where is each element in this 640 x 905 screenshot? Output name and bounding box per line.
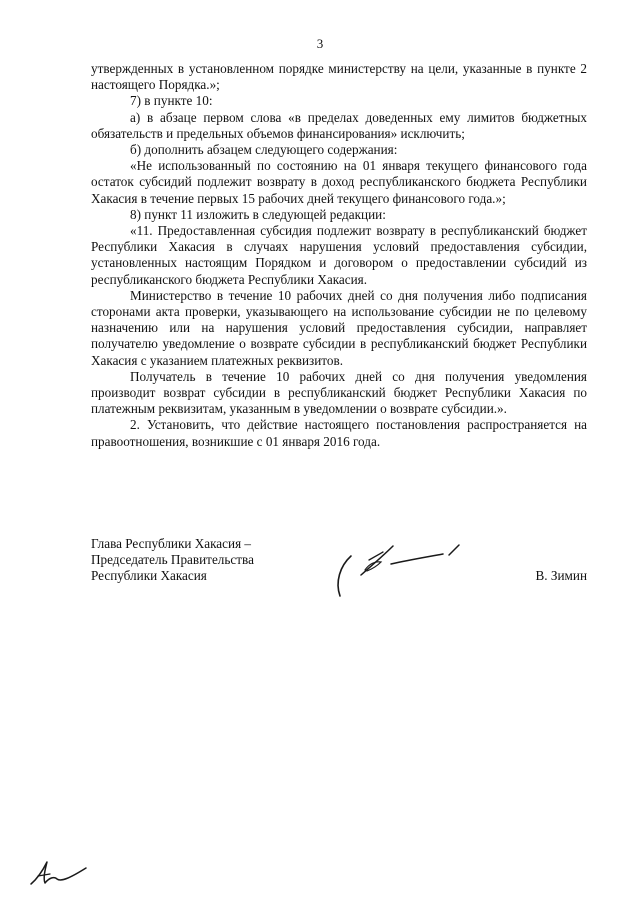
handwritten-signature (331, 540, 476, 602)
paragraph: «11. Предоставленная субсидия подлежит возврату в республиканский бюджет Республики Хакасия в случаях нарушения условий предоставления субсидии, установленных настоящим Порядком и договором о предоставлении субсидий из республиканского бюджета Республики Хакасия. (91, 223, 587, 287)
paragraph: «Не использованный по состоянию на 01 января текущего финансового года остаток субсидий подлежит возврату в доход республиканского бюджета Республики Хакасия в течение первых 15 рабочих дней текущего финансового года.»; (91, 158, 587, 206)
signatory-title-line: Председатель Правительства (91, 552, 254, 568)
signatory-title-line: Глава Республики Хакасия – (91, 536, 252, 551)
signatory-title-line: Республики Хакасия (91, 568, 207, 584)
paragraph: Министерство в течение 10 рабочих дней со дня получения либо подписания сторонами акта проверки, указывающего на использование субсидии не по целевому назначению или на нарушения условий предоставления субсидии, направляет получателю уведомление о возврате субсидии в республиканский бюджет Республики Хакасия с указанием платежных реквизитов. (91, 287, 587, 368)
paragraph: 8) пункт 11 изложить в следующей редакции: (130, 206, 386, 222)
paragraph: 7) в пункте 10: (130, 93, 213, 109)
paragraph: а) в абзаце первом слова «в пределах доведенных ему лимитов бюджетных обязательств и предельных объемов финансирования» исключить; (91, 109, 587, 141)
handwritten-initials (28, 858, 92, 888)
paragraph: б) дополнить абзацем следующего содержания: (130, 142, 398, 158)
paragraph: утвержденных в установленном порядке министерству на цели, указанные в пункте 2 настоящего Порядка.»; (91, 61, 587, 93)
document-body (91, 61, 587, 450)
signatory-name: В. Зимин (535, 568, 587, 583)
paragraph: 2. Установить, что действие настоящего постановления распространяется на правоотношения, возникшие с 01 января 2016 года. (91, 417, 587, 449)
paragraph: Получатель в течение 10 рабочих дней со дня получения уведомления производит возврат субсидии в республиканский бюджет Республики Хакасия по платежным реквизитам, указанным в уведомлении о возврате субсидии.». (91, 368, 587, 417)
page-number: 3 (316, 36, 324, 51)
